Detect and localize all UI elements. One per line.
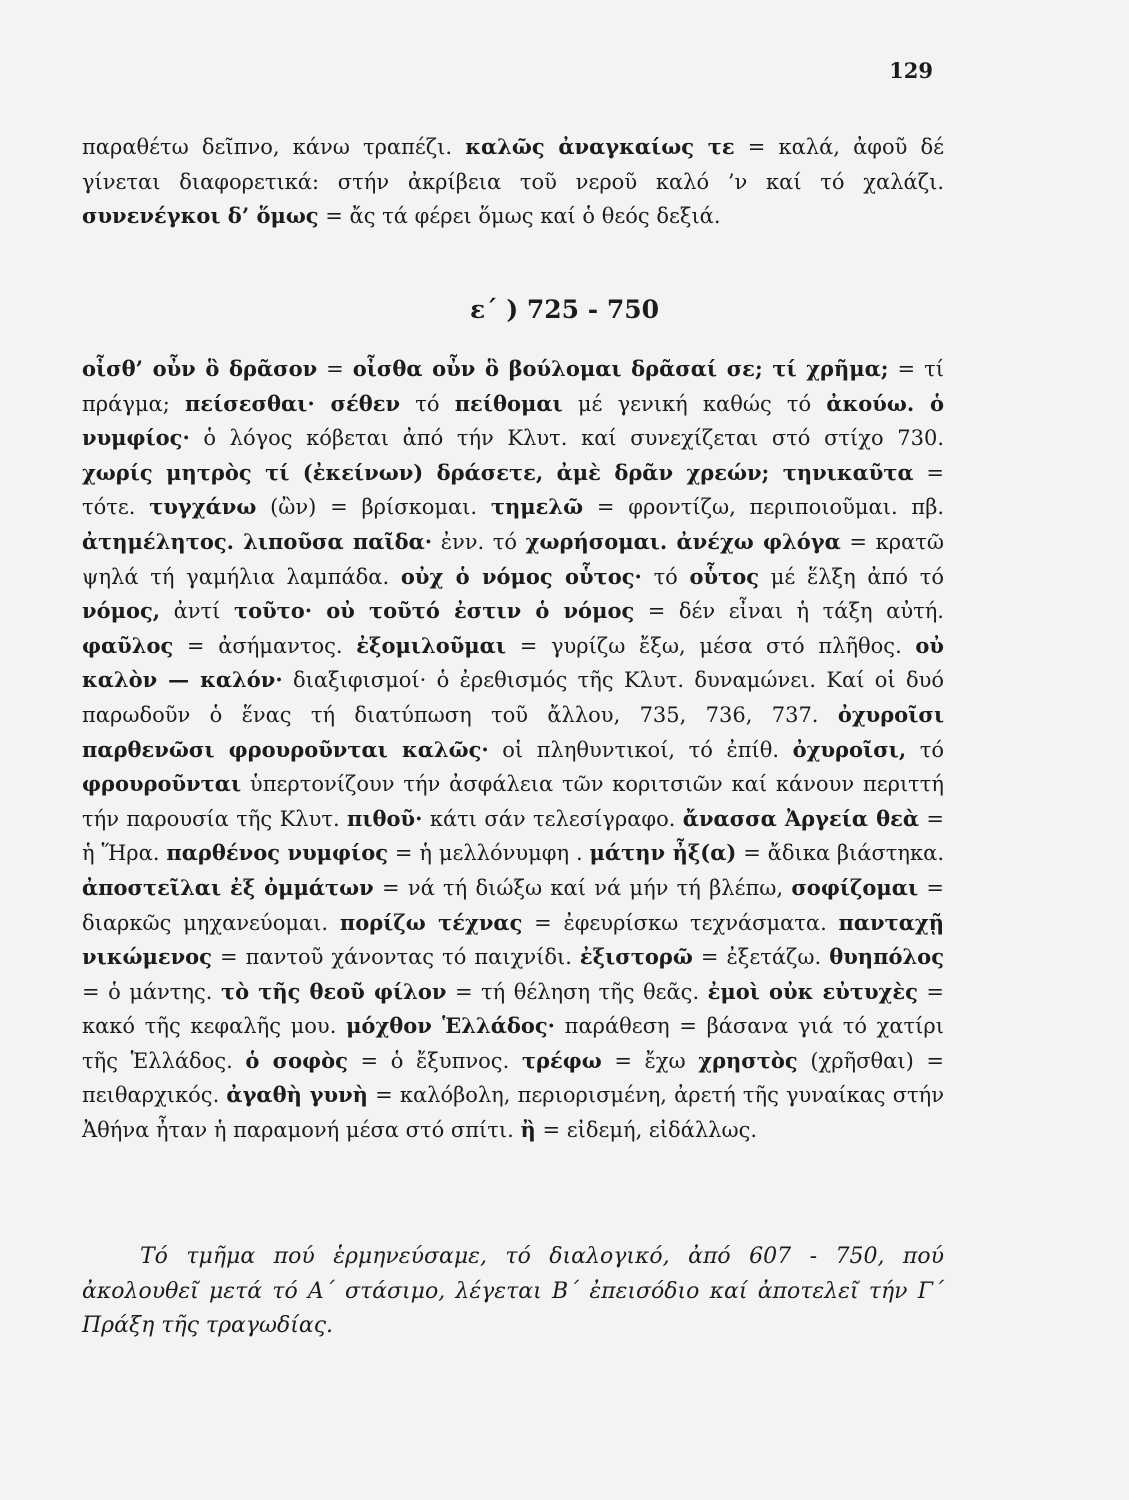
bold-term: ἢ — [520, 1117, 536, 1143]
bold-term: ἀποστεῖλαι ἐξ ὀμμάτων — [82, 874, 374, 900]
explanation-text: = δέν εἶναι ἡ τάξη αὐτή. — [634, 599, 944, 624]
bold-term: καλῶς ἀναγκαίως τε — [465, 134, 735, 159]
bold-term: χρηστὸς — [698, 1047, 798, 1073]
explanation-text: = τότε. — [82, 460, 944, 520]
section-heading: ε΄ ) 725 - 750 — [469, 295, 660, 324]
explanation-text: = καλόβολη, περιορισμένη, ἀρετή τῆς γυναίκας στήν Ἀθήνα ἦταν ἡ παραμονή μέσα στό σπίτι. — [82, 1083, 944, 1143]
explanation-text: = τί πράγμα; — [82, 357, 944, 416]
bold-term: θυηπόλος — [829, 944, 944, 970]
explanation-text: παραθέτω δεῖπνο, κάνω τραπέζι. — [82, 135, 466, 159]
bold-term: νόμος, — [82, 598, 161, 624]
explanation-text: = ἄδικα βιάστηκα. — [736, 841, 944, 866]
bold-term: σοφίζομαι — [791, 874, 919, 900]
bold-term: φρουροῦνται — [82, 771, 242, 797]
explanation-text: διαξιφισμοί· ὁ ἐρεθισμός τῆς Κλυτ. δυναμώνει. Καί οἱ δυό παρωδοῦν ὁ ἕνας τή διατύπωση τοῦ ἄλλου, 735, 736, 737. — [82, 668, 945, 727]
explanation-text: ἀντί — [160, 599, 234, 624]
intro-paragraph — [82, 130, 944, 234]
explanation-text: = γυρίζω ἔξω, μέσα στό πλῆθος. — [506, 633, 916, 658]
explanation-text: = τή θέληση τῆς θεᾶς. — [446, 979, 708, 1004]
page-number: 129 — [889, 58, 933, 83]
explanation-text: = καλά, ἀφοῦ δέ γίνεται διαφορετικά: στήν ἀκρίβεια τοῦ νεροῦ καλό ’ν καί τό χαλάζι. — [82, 135, 945, 194]
bold-term: πείσεσθαι· σέθεν — [184, 390, 401, 416]
bold-term: πορίζω τέχνας — [339, 909, 523, 935]
bold-term: πανταχῇ νικώμενος — [82, 909, 944, 970]
explanation-text: = ἀσήμαντος. — [173, 633, 357, 658]
bold-term: ὁ σοφὸς — [245, 1047, 348, 1073]
bold-term: τρέφω — [521, 1047, 602, 1073]
explanation-text: τό — [906, 737, 944, 762]
explanation-text: κάτι σάν τελεσίγραφο. — [422, 806, 683, 831]
bold-term: παρθένος νυμφίος — [166, 840, 389, 866]
bold-term: τημελῶ — [490, 494, 584, 520]
bold-term: ἐξιστορῶ — [579, 944, 693, 970]
explanation-text: ὑπερτονίζουν τήν ἀσφάλεια τῶν κοριτσιῶν καί κάνουν περιττή τήν παρουσία τῆς Κλυτ. — [82, 772, 944, 831]
bold-term: μόχθον Ἑλλάδος· — [346, 1013, 555, 1039]
explanation-text: οἱ πληθυντικοί, τό ἐπίθ. — [488, 737, 793, 762]
bold-term: τυγχάνω — [149, 494, 257, 520]
bold-term: ὀχυροῖσι παρθενῶσι φρουροῦνται καλῶς· — [82, 701, 944, 762]
bold-term: πείθομαι — [454, 390, 563, 416]
bold-term: τοῦτο· οὐ τοῦτό ἐστιν ὁ νόμος — [233, 598, 635, 624]
explanation-text: τό — [400, 391, 455, 416]
explanation-text: = ἡ μελλόνυμφη . — [388, 841, 590, 866]
explanation-text: μέ ἕλξη ἀπό τό — [759, 564, 945, 589]
bold-term: ἀγαθὴ γυνὴ — [226, 1082, 368, 1108]
bold-term: πιθοῦ· — [347, 805, 423, 831]
bold-term: χωρίς μητρὸς τί (ἐκείνων) δράσετε, ἀμὲ δρᾶν χρεών; τηνικαῦτα — [82, 459, 914, 485]
explanation-text: = — [317, 357, 353, 381]
explanation-text: = ἡ Ἥρα. — [82, 806, 944, 866]
explanation-text: = ἔχω — [601, 1048, 699, 1073]
explanation-text: = νά τή διώξω καί νά μήν τή βλέπω, — [373, 875, 792, 900]
bold-term: ἐμοὶ οὐκ εὐτυχὲς — [707, 978, 918, 1004]
bold-term: οἶσθ’ οὖν ὃ δρᾶσον — [82, 356, 318, 381]
explanation-text: = ἄς τά φέρει ὅμως καί ὁ θεός δεξιά. — [318, 204, 721, 229]
explanation-text: = εἰδεμή, εἰδάλλως. — [535, 1118, 758, 1143]
bold-term: ἀτημέλητος. λιποῦσα παῖδα· — [82, 528, 433, 554]
explanation-text: (χρῆσθαι) = πειθαρχικός. — [82, 1048, 944, 1108]
bold-term: οὐ καλὸν — καλόν· — [82, 632, 944, 693]
explanation-text: τό — [641, 564, 690, 589]
explanation-text: = ὁ ἔξυπνος. — [347, 1048, 522, 1073]
explanation-text: ἐνν. τό — [432, 529, 526, 554]
closing-paragraph: Τό τμῆμα πού ἑρμηνεύσαμε, τό διαλογικό, ἀπό 607 - 750, πού ἀκολουθεῖ μετά τό Α΄ στάσιμο, λέγεται Β΄ ἐπεισόδιο καί ἀποτελεῖ τήν Γ΄ Πράξη τῆς τραγωδίας. — [82, 1244, 944, 1338]
bold-term: χωρήσομαι. ἀνέχω φλόγα — [525, 528, 841, 554]
bold-term: οὐχ ὁ νόμος οὗτος· — [400, 563, 642, 589]
explanation-text: (ὢν) = βρίσκομαι. — [256, 495, 491, 520]
bold-term: ἄνασσα Ἀργεία θεὰ — [682, 805, 920, 831]
bold-term: ἐξομιλοῦμαι — [356, 632, 507, 658]
explanation-text: = φροντίζω, περιποιοῦμαι. πβ. — [583, 495, 945, 520]
explanation-text: μέ γενική καθώς τό — [562, 391, 827, 416]
explanation-text: παράθεση = βάσανα γιά τό χατίρι τῆς Ἑλλάδος. — [82, 1014, 944, 1073]
bold-term: τὸ τῆς θεοῦ φίλον — [220, 978, 447, 1004]
explanation-text: ὁ λόγος κόβεται ἀπό τήν Κλυτ. καί συνεχίζεται στό στίχο 730. — [189, 426, 944, 451]
bold-term: μάτην ἦξ(α) — [589, 840, 737, 866]
explanation-text: = κρατῶ ψηλά τή γαμήλια λαμπάδα. — [82, 529, 945, 589]
bold-term: φαῦλος — [82, 632, 174, 658]
glossary-paragraph — [82, 352, 944, 1148]
explanation-text: = κακό τῆς κεφαλῆς μου. — [82, 979, 944, 1039]
bold-term: οὗτος — [689, 563, 760, 589]
bold-term: οἶσθα οὖν ὃ βούλομαι δρᾶσαί σε; τί χρῆμα; — [352, 356, 889, 381]
bold-term: συνενέγκοι δ’ ὅμως — [82, 203, 319, 229]
explanation-text: = διαρκῶς μηχανεύομαι. — [82, 875, 944, 935]
bold-term: ἀκούω. ὁ νυμφίος· — [82, 390, 944, 451]
explanation-text: = ἐξετάζω. — [692, 945, 830, 970]
explanation-text: = ὁ μάντης. — [82, 979, 221, 1004]
explanation-text: = παντοῦ χάνοντας τό παιχνίδι. — [211, 945, 580, 970]
explanation-text: = ἐφευρίσκω τεχνάσματα. — [522, 910, 839, 935]
bold-term: ὀχυροῖσι, — [792, 736, 907, 762]
